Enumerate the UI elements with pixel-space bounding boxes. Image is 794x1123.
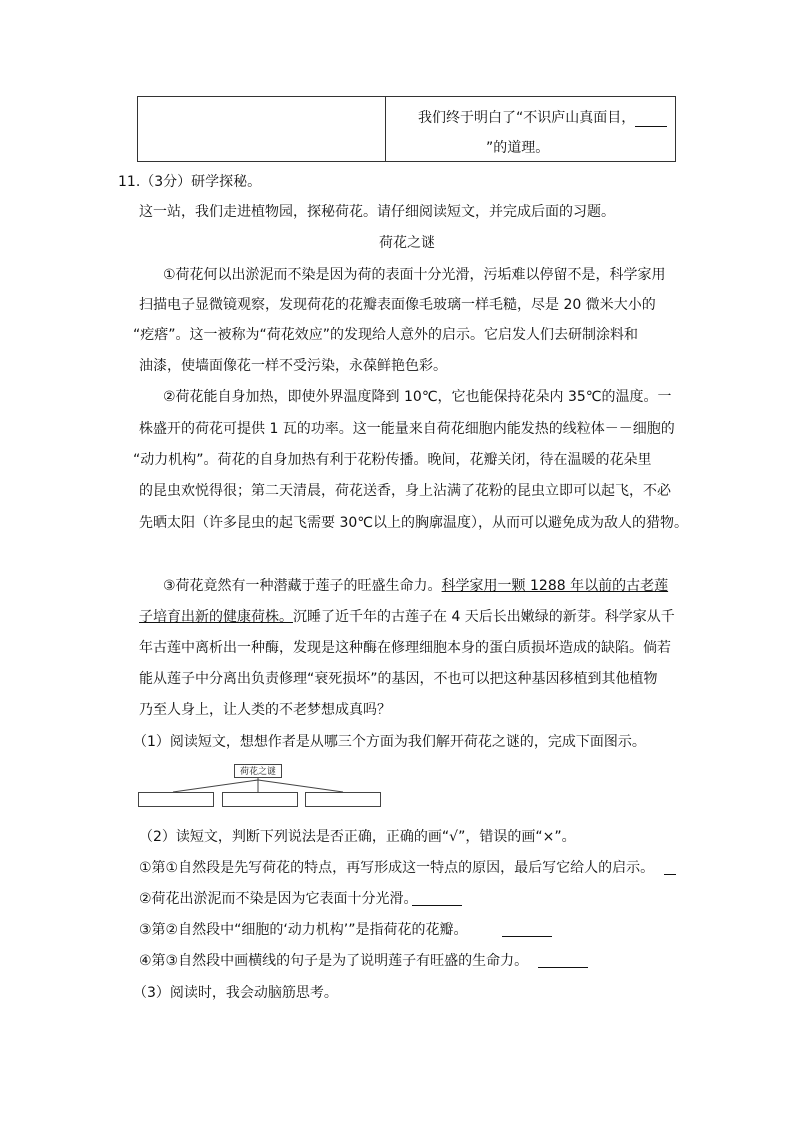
answer-blank[interactable] bbox=[538, 967, 588, 968]
p3-line-2 bbox=[139, 606, 675, 626]
p3-plain: 沉睡了近千年的古莲子在 4 天后长出嫩绿的新芽。科学家从千 bbox=[293, 609, 675, 625]
sub2-item: ④第③自然段中画横线的句子是为了说明莲子有旺盛的生命力。 bbox=[139, 953, 529, 969]
p2-line: 株盛开的荷花可提供 1 瓦的功率。这一能量来自荷花细胞内能发热的线粒体－－细胞的 bbox=[139, 421, 675, 437]
p3-plain: ③荷花竟然有一种潜藏于莲子的旺盛生命力。 bbox=[163, 578, 442, 594]
table-line-1 bbox=[418, 107, 667, 127]
sub1-text: （1）阅读短文，想想作者是从哪三个方面为我们解开荷花之谜的，完成下面图示。 bbox=[133, 734, 646, 750]
p1-line: ①荷花何以出淤泥而不染是因为荷的表面十分光滑，污垢难以停留不是，科学家用 bbox=[163, 267, 666, 283]
answer-blank[interactable] bbox=[502, 936, 552, 937]
sub3-text: （3）阅读时，我会动脑筋思考。 bbox=[133, 985, 338, 1001]
article-title: 荷花之谜 bbox=[379, 235, 435, 251]
table-blank[interactable] bbox=[635, 112, 667, 127]
table-divider bbox=[385, 97, 386, 161]
answer-blank[interactable] bbox=[664, 874, 676, 875]
p2-line: 的昆虫欢悦得很；第二天清晨，荷花送香，身上沾满了花粉的昆虫立即可以起飞，不必 bbox=[139, 483, 671, 499]
diagram-answer-box[interactable] bbox=[138, 792, 214, 807]
question-intro: 这一站，我们走进植物园，探秘荷花。请仔细阅读短文，并完成后面的习题。 bbox=[139, 204, 615, 220]
sub2-item: ①第①自然段是先写荷花的特点，再写形成这一特点的原因，最后写它给人的启示。 bbox=[139, 860, 655, 876]
table-line-2: ”的道理。 bbox=[486, 140, 550, 156]
p3-underlined: 子培育出新的健康荷株。 bbox=[139, 609, 293, 625]
p3-line: 年古莲中离析出一种酶，发现是这种酶在修理细胞本身的蛋白质损坏造成的缺陷。倘若 bbox=[139, 640, 671, 656]
sub2-item: ③第②自然段中“细胞的‘动力机构’”是指荷花的花瓣。 bbox=[139, 922, 468, 938]
p2-line: “动力机构”。荷花的自身加热有利于花粉传播。晚间，花瓣关闭，待在温暖的花朵里 bbox=[133, 452, 652, 468]
answer-blank[interactable] bbox=[412, 905, 462, 906]
p2-line: ②荷花能自身加热，即使外界温度降到 10℃，它也能保持花朵内 35℃的温度。一 bbox=[163, 389, 672, 405]
question-header: 11.（3分）研学探秘。 bbox=[118, 174, 262, 190]
p1-line: 油漆，使墙面像花一样不受污染，永葆鲜艳色彩。 bbox=[139, 358, 447, 374]
p2-line: 先晒太阳（许多昆虫的起飞需要 30℃以上的胸廓温度），从而可以避免成为敌人的猎物。 bbox=[139, 515, 688, 531]
p1-line: 扫描电子显微镜观察，发现荷花的花瓣表面像毛玻璃一样毛糙，尽是 20 微米大小的 bbox=[139, 297, 656, 313]
p3-underlined: 科学家用一颗 1288 年以前的古老莲 bbox=[441, 578, 669, 594]
p3-line-1 bbox=[163, 575, 668, 595]
sub2-text: （2）读短文，判断下列说法是否正确，正确的画“√”，错误的画“×”。 bbox=[139, 829, 576, 845]
sub2-item: ②荷花出淤泥而不染是因为它表面十分光滑。 bbox=[139, 891, 418, 907]
p3-line: 能从莲子中分离出负责修理“衰死损坏”的基因，不也可以把这种基因移植到其他植物 bbox=[139, 671, 658, 687]
answer-table bbox=[137, 96, 676, 162]
diagram-answer-box[interactable] bbox=[222, 792, 298, 807]
diagram-root: 荷花之谜 bbox=[234, 764, 282, 778]
diagram-answer-box[interactable] bbox=[305, 792, 381, 807]
p3-line: 乃至人身上，让人类的不老梦想成真吗？ bbox=[139, 702, 391, 718]
lotus-diagram bbox=[138, 764, 382, 808]
p1-line: “疙瘩”。这一被称为“荷花效应”的发现给人意外的启示。它启发人们去研制涂料和 bbox=[133, 327, 639, 343]
table-line-1-text: 我们终于明白了“不识庐山真面目， bbox=[418, 110, 636, 126]
